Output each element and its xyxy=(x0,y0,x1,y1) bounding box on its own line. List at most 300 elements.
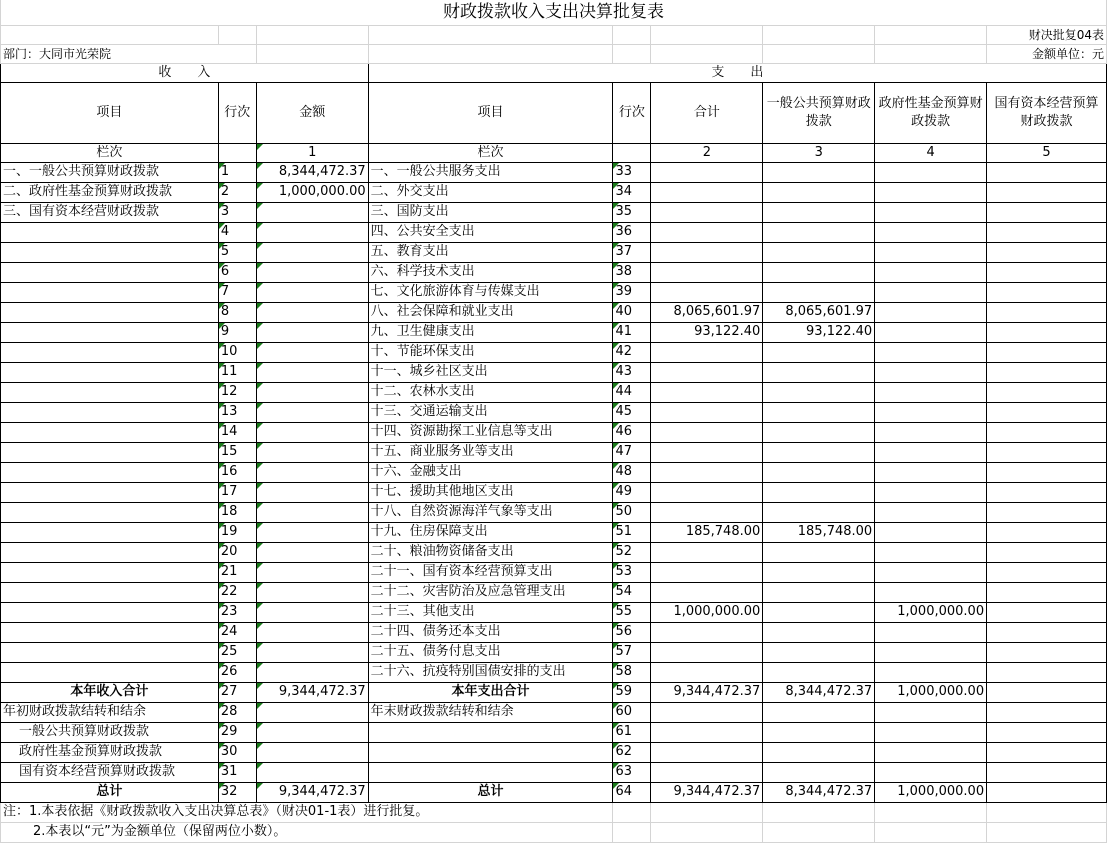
blank-cell[interactable] xyxy=(613,143,651,162)
expense-total-cell[interactable] xyxy=(651,542,763,562)
income-item-cell[interactable] xyxy=(1,642,219,662)
expense-item-cell[interactable]: 二十一、国有资本经营预算支出 xyxy=(368,562,613,582)
income-item-cell[interactable] xyxy=(1,382,219,402)
state-capital-cell[interactable] xyxy=(987,342,1107,362)
income-item-cell[interactable] xyxy=(1,542,219,562)
gov-fund-cell[interactable] xyxy=(875,442,987,462)
state-capital-cell[interactable] xyxy=(987,742,1107,762)
expense-line-cell[interactable]: 59 xyxy=(613,682,651,702)
income-item-cell[interactable]: 政府性基金预算财政拨款 xyxy=(1,742,219,762)
income-amount-cell[interactable] xyxy=(256,482,368,502)
blank-cell[interactable] xyxy=(651,25,763,44)
expense-line-cell[interactable]: 64 xyxy=(613,782,651,802)
income-total-label[interactable]: 总计 xyxy=(1,782,219,802)
state-capital-cell[interactable] xyxy=(987,402,1107,422)
expense-line-cell[interactable]: 42 xyxy=(613,342,651,362)
gov-fund-cell[interactable] xyxy=(875,322,987,342)
income-item-cell[interactable] xyxy=(1,282,219,302)
general-budget-cell[interactable] xyxy=(763,742,875,762)
income-line-cell[interactable]: 2 xyxy=(218,182,256,202)
income-amount-cell[interactable] xyxy=(256,622,368,642)
income-line-cell[interactable]: 20 xyxy=(218,542,256,562)
general-budget-cell[interactable] xyxy=(763,262,875,282)
general-budget-cell[interactable]: 8,344,472.37 xyxy=(763,682,875,702)
income-line-cell[interactable]: 18 xyxy=(218,502,256,522)
income-line-cell[interactable]: 24 xyxy=(218,622,256,642)
form-code[interactable]: 财决批复04表 xyxy=(987,25,1107,44)
state-capital-cell[interactable] xyxy=(987,682,1107,702)
expense-total-cell[interactable] xyxy=(651,502,763,522)
state-capital-cell[interactable] xyxy=(987,462,1107,482)
blank-cell[interactable] xyxy=(368,44,613,63)
state-capital-cell[interactable] xyxy=(987,782,1107,802)
general-budget-cell[interactable]: 8,065,601.97 xyxy=(763,302,875,322)
income-line-cell[interactable]: 23 xyxy=(218,602,256,622)
blank-cell[interactable] xyxy=(613,802,651,822)
expense-item-cell[interactable]: 三、国防支出 xyxy=(368,202,613,222)
state-capital-cell[interactable] xyxy=(987,582,1107,602)
state-capital-cell[interactable] xyxy=(987,662,1107,682)
expense-line-cell[interactable]: 58 xyxy=(613,662,651,682)
gov-fund-cell[interactable] xyxy=(875,482,987,502)
general-budget-cell[interactable] xyxy=(763,662,875,682)
income-amount-cell[interactable] xyxy=(256,702,368,722)
income-item-header[interactable]: 项目 xyxy=(1,82,219,143)
expense-total-cell[interactable]: 9,344,472.37 xyxy=(651,782,763,802)
general-budget-cell[interactable] xyxy=(763,462,875,482)
gov-fund-cell[interactable] xyxy=(875,642,987,662)
income-amount-cell[interactable] xyxy=(256,462,368,482)
expense-line-cell[interactable]: 36 xyxy=(613,222,651,242)
expense-line-cell[interactable]: 39 xyxy=(613,282,651,302)
income-amount-cell[interactable] xyxy=(256,502,368,522)
expense-total-cell[interactable] xyxy=(651,562,763,582)
income-line-cell[interactable]: 1 xyxy=(218,162,256,182)
expense-item-cell[interactable] xyxy=(368,742,613,762)
expense-line-cell[interactable]: 57 xyxy=(613,642,651,662)
expense-line-cell[interactable]: 55 xyxy=(613,602,651,622)
expense-total-cell[interactable] xyxy=(651,482,763,502)
income-item-cell[interactable]: 二、政府性基金预算财政拨款 xyxy=(1,182,219,202)
gov-fund-cell[interactable]: 1,000,000.00 xyxy=(875,782,987,802)
expense-item-cell[interactable]: 十一、城乡社区支出 xyxy=(368,362,613,382)
income-amount-cell[interactable] xyxy=(256,602,368,622)
expense-item-cell[interactable]: 八、社会保障和就业支出 xyxy=(368,302,613,322)
expense-line-cell[interactable]: 50 xyxy=(613,502,651,522)
income-item-cell[interactable] xyxy=(1,242,219,262)
expense-total-cell[interactable] xyxy=(651,222,763,242)
general-budget-cell[interactable] xyxy=(763,602,875,622)
col-index-label[interactable]: 栏次 xyxy=(368,143,613,162)
expense-item-cell[interactable]: 十二、农林水支出 xyxy=(368,382,613,402)
income-line-cell[interactable]: 9 xyxy=(218,322,256,342)
state-capital-cell[interactable] xyxy=(987,702,1107,722)
general-budget-cell[interactable] xyxy=(763,702,875,722)
blank-cell[interactable] xyxy=(763,822,875,842)
gov-fund-cell[interactable] xyxy=(875,722,987,742)
income-line-cell[interactable]: 26 xyxy=(218,662,256,682)
col-index-label[interactable]: 栏次 xyxy=(1,143,219,162)
income-item-cell[interactable] xyxy=(1,222,219,242)
income-amount-cell[interactable] xyxy=(256,742,368,762)
expense-total-cell[interactable] xyxy=(651,202,763,222)
general-budget-cell[interactable] xyxy=(763,502,875,522)
income-line-cell[interactable]: 19 xyxy=(218,522,256,542)
expense-item-cell[interactable]: 年末财政拨款结转和结余 xyxy=(368,702,613,722)
state-capital-cell[interactable] xyxy=(987,622,1107,642)
income-item-cell[interactable]: 年初财政拨款结转和结余 xyxy=(1,702,219,722)
income-item-cell[interactable] xyxy=(1,622,219,642)
expense-line-cell[interactable]: 38 xyxy=(613,262,651,282)
income-item-cell[interactable]: 一、一般公共预算财政拨款 xyxy=(1,162,219,182)
income-total-label[interactable]: 本年收入合计 xyxy=(1,682,219,702)
expense-total-cell[interactable] xyxy=(651,162,763,182)
income-header[interactable]: 收 入 xyxy=(1,63,369,82)
state-capital-cell[interactable] xyxy=(987,362,1107,382)
state-capital-cell[interactable] xyxy=(987,202,1107,222)
expense-item-cell[interactable]: 五、教育支出 xyxy=(368,242,613,262)
blank-cell[interactable] xyxy=(368,25,613,44)
income-item-cell[interactable] xyxy=(1,662,219,682)
expense-line-cell[interactable]: 35 xyxy=(613,202,651,222)
gov-fund-cell[interactable] xyxy=(875,462,987,482)
blank-cell[interactable] xyxy=(256,44,368,63)
note-2[interactable]: 2.本表以“元”为金额单位（保留两位小数）。 xyxy=(1,822,613,842)
blank-cell[interactable] xyxy=(875,822,987,842)
income-amount-cell[interactable] xyxy=(256,362,368,382)
income-line-cell[interactable]: 29 xyxy=(218,722,256,742)
general-budget-cell[interactable] xyxy=(763,442,875,462)
expense-line-header[interactable]: 行次 xyxy=(613,82,651,143)
income-line-cell[interactable]: 31 xyxy=(218,762,256,782)
general-budget-cell[interactable] xyxy=(763,422,875,442)
expense-line-cell[interactable]: 33 xyxy=(613,162,651,182)
expense-total-cell[interactable]: 185,748.00 xyxy=(651,522,763,542)
blank-cell[interactable] xyxy=(256,25,368,44)
gov-fund-cell[interactable] xyxy=(875,202,987,222)
blank-cell[interactable] xyxy=(987,802,1107,822)
general-budget-cell[interactable] xyxy=(763,382,875,402)
general-budget-cell[interactable] xyxy=(763,542,875,562)
state-capital-cell[interactable] xyxy=(987,162,1107,182)
income-item-cell[interactable] xyxy=(1,322,219,342)
state-capital-cell[interactable] xyxy=(987,382,1107,402)
income-line-cell[interactable]: 7 xyxy=(218,282,256,302)
expense-item-cell[interactable]: 二十二、灾害防治及应急管理支出 xyxy=(368,582,613,602)
state-capital-cell[interactable] xyxy=(987,242,1107,262)
expense-line-cell[interactable]: 62 xyxy=(613,742,651,762)
income-item-cell[interactable] xyxy=(1,482,219,502)
income-amount-cell[interactable] xyxy=(256,662,368,682)
gov-fund-cell[interactable] xyxy=(875,362,987,382)
expense-line-cell[interactable]: 49 xyxy=(613,482,651,502)
expense-line-cell[interactable]: 51 xyxy=(613,522,651,542)
general-budget-cell[interactable]: 8,344,472.37 xyxy=(763,782,875,802)
expense-total-cell[interactable] xyxy=(651,582,763,602)
income-amount-cell[interactable] xyxy=(256,542,368,562)
income-item-cell[interactable] xyxy=(1,462,219,482)
state-capital-cell[interactable] xyxy=(987,322,1107,342)
expense-total-cell[interactable] xyxy=(651,422,763,442)
expense-item-cell[interactable]: 十三、交通运输支出 xyxy=(368,402,613,422)
state-capital-cell[interactable] xyxy=(987,282,1107,302)
income-amount-cell[interactable] xyxy=(256,422,368,442)
gov-fund-cell[interactable]: 1,000,000.00 xyxy=(875,602,987,622)
gov-fund-cell[interactable] xyxy=(875,562,987,582)
general-budget-cell[interactable] xyxy=(763,622,875,642)
expense-total-cell[interactable] xyxy=(651,722,763,742)
expense-item-cell[interactable]: 七、文化旅游体育与传媒支出 xyxy=(368,282,613,302)
state-capital-cell[interactable] xyxy=(987,182,1107,202)
income-amount-cell[interactable] xyxy=(256,302,368,322)
blank-cell[interactable] xyxy=(1,25,219,44)
general-budget-cell[interactable] xyxy=(763,642,875,662)
blank-cell[interactable] xyxy=(763,44,875,63)
gov-fund-cell[interactable] xyxy=(875,502,987,522)
income-amount-cell[interactable] xyxy=(256,402,368,422)
income-item-cell[interactable] xyxy=(1,422,219,442)
income-amount-cell[interactable] xyxy=(256,262,368,282)
expense-total-cell[interactable] xyxy=(651,342,763,362)
expense-item-cell[interactable]: 二十四、债务还本支出 xyxy=(368,622,613,642)
income-item-cell[interactable] xyxy=(1,582,219,602)
gov-fund-cell[interactable] xyxy=(875,742,987,762)
expense-line-cell[interactable]: 37 xyxy=(613,242,651,262)
general-budget-cell[interactable] xyxy=(763,222,875,242)
income-item-cell[interactable] xyxy=(1,442,219,462)
income-line-cell[interactable]: 4 xyxy=(218,222,256,242)
general-budget-cell[interactable] xyxy=(763,182,875,202)
income-item-cell[interactable]: 一般公共预算财政拨款 xyxy=(1,722,219,742)
general-budget-cell[interactable] xyxy=(763,282,875,302)
general-budget-cell[interactable] xyxy=(763,482,875,502)
income-item-cell[interactable] xyxy=(1,262,219,282)
expense-item-cell[interactable]: 四、公共安全支出 xyxy=(368,222,613,242)
expense-item-cell[interactable]: 六、科学技术支出 xyxy=(368,262,613,282)
expense-total-cell[interactable]: 8,065,601.97 xyxy=(651,302,763,322)
state-capital-cell[interactable] xyxy=(987,542,1107,562)
expense-item-cell[interactable]: 二十六、抗疫特别国债安排的支出 xyxy=(368,662,613,682)
income-amount-cell[interactable] xyxy=(256,722,368,742)
state-capital-cell[interactable] xyxy=(987,222,1107,242)
blank-cell[interactable] xyxy=(987,822,1107,842)
state-capital-cell[interactable] xyxy=(987,562,1107,582)
expense-line-cell[interactable]: 46 xyxy=(613,422,651,442)
income-line-cell[interactable]: 17 xyxy=(218,482,256,502)
expense-total-cell[interactable]: 9,344,472.37 xyxy=(651,682,763,702)
income-amount-cell[interactable] xyxy=(256,322,368,342)
general-budget-cell[interactable] xyxy=(763,162,875,182)
expense-total-cell[interactable] xyxy=(651,762,763,782)
expense-line-cell[interactable]: 40 xyxy=(613,302,651,322)
income-item-cell[interactable]: 国有资本经营预算财政拨款 xyxy=(1,762,219,782)
general-budget-cell[interactable] xyxy=(763,362,875,382)
expense-total-cell[interactable] xyxy=(651,362,763,382)
gov-fund-cell[interactable] xyxy=(875,162,987,182)
income-item-cell[interactable] xyxy=(1,342,219,362)
income-total-amount[interactable]: 9,344,472.37 xyxy=(256,782,368,802)
gov-fund-cell[interactable]: 1,000,000.00 xyxy=(875,682,987,702)
gov-fund-cell[interactable] xyxy=(875,622,987,642)
expense-line-cell[interactable]: 60 xyxy=(613,702,651,722)
expense-line-cell[interactable]: 61 xyxy=(613,722,651,742)
income-line-cell[interactable]: 13 xyxy=(218,402,256,422)
gov-fund-cell[interactable] xyxy=(875,222,987,242)
expense-item-header[interactable]: 项目 xyxy=(368,82,613,143)
expense-item-cell[interactable] xyxy=(368,722,613,742)
state-capital-cell[interactable] xyxy=(987,482,1107,502)
general-budget-cell[interactable] xyxy=(763,562,875,582)
general-budget-cell[interactable] xyxy=(763,722,875,742)
expense-item-cell[interactable]: 一、一般公共服务支出 xyxy=(368,162,613,182)
income-amount-cell[interactable] xyxy=(256,382,368,402)
state-capital-cell[interactable] xyxy=(987,262,1107,282)
expense-item-cell[interactable] xyxy=(368,762,613,782)
income-amount-cell[interactable] xyxy=(256,342,368,362)
income-line-cell[interactable]: 10 xyxy=(218,342,256,362)
unit-label[interactable]: 金额单位：元 xyxy=(987,44,1107,63)
expense-item-cell[interactable]: 二十五、债务付息支出 xyxy=(368,642,613,662)
expense-item-cell[interactable]: 二十三、其他支出 xyxy=(368,602,613,622)
expense-header[interactable]: 支 出 xyxy=(368,63,1106,82)
state-capital-cell[interactable] xyxy=(987,642,1107,662)
expense-total-label[interactable]: 总计 xyxy=(368,782,613,802)
expense-item-cell[interactable]: 十五、商业服务业等支出 xyxy=(368,442,613,462)
income-item-cell[interactable] xyxy=(1,502,219,522)
expense-line-cell[interactable]: 52 xyxy=(613,542,651,562)
state-capital-cell[interactable] xyxy=(987,502,1107,522)
income-amount-cell[interactable]: 8,344,472.37 xyxy=(256,162,368,182)
expense-total-header[interactable]: 合计 xyxy=(651,82,763,143)
blank-cell[interactable] xyxy=(651,802,763,822)
note-1[interactable]: 注：1.本表依据《财政拨款收入支出决算总表》（财决01-1表）进行批复。 xyxy=(1,802,613,822)
blank-cell[interactable] xyxy=(651,822,763,842)
general-budget-cell[interactable] xyxy=(763,762,875,782)
income-line-cell[interactable]: 16 xyxy=(218,462,256,482)
expense-item-cell[interactable]: 九、卫生健康支出 xyxy=(368,322,613,342)
general-budget-cell[interactable]: 185,748.00 xyxy=(763,522,875,542)
gov-fund-cell[interactable] xyxy=(875,342,987,362)
gov-fund-cell[interactable] xyxy=(875,302,987,322)
expense-line-cell[interactable]: 41 xyxy=(613,322,651,342)
income-item-cell[interactable] xyxy=(1,522,219,542)
general-budget-header[interactable]: 一般公共预算财政拨款 xyxy=(763,82,875,143)
blank-cell[interactable] xyxy=(763,802,875,822)
income-line-cell[interactable]: 28 xyxy=(218,702,256,722)
income-amount-cell[interactable] xyxy=(256,242,368,262)
expense-line-cell[interactable]: 48 xyxy=(613,462,651,482)
expense-line-cell[interactable]: 63 xyxy=(613,762,651,782)
expense-line-cell[interactable]: 45 xyxy=(613,402,651,422)
department-label[interactable]: 部门：大同市光荣院 xyxy=(1,44,257,63)
expense-total-cell[interactable] xyxy=(651,182,763,202)
income-amount-cell[interactable]: 1,000,000.00 xyxy=(256,182,368,202)
income-line-cell[interactable]: 8 xyxy=(218,302,256,322)
gov-fund-cell[interactable] xyxy=(875,382,987,402)
expense-total-cell[interactable] xyxy=(651,282,763,302)
income-item-cell[interactable] xyxy=(1,602,219,622)
income-line-cell[interactable]: 11 xyxy=(218,362,256,382)
expense-item-cell[interactable]: 十、节能环保支出 xyxy=(368,342,613,362)
expense-line-cell[interactable]: 44 xyxy=(613,382,651,402)
blank-cell[interactable] xyxy=(875,802,987,822)
general-budget-cell[interactable] xyxy=(763,582,875,602)
income-amount-cell[interactable] xyxy=(256,762,368,782)
income-line-cell[interactable]: 12 xyxy=(218,382,256,402)
state-capital-header[interactable]: 国有资本经营预算财政拨款 xyxy=(987,82,1107,143)
income-line-cell[interactable]: 21 xyxy=(218,562,256,582)
expense-item-cell[interactable]: 二、外交支出 xyxy=(368,182,613,202)
income-item-cell[interactable] xyxy=(1,362,219,382)
state-capital-cell[interactable] xyxy=(987,302,1107,322)
gov-fund-cell[interactable] xyxy=(875,402,987,422)
income-line-cell[interactable]: 3 xyxy=(218,202,256,222)
gov-fund-cell[interactable] xyxy=(875,522,987,542)
gov-fund-cell[interactable] xyxy=(875,282,987,302)
income-amount-cell[interactable] xyxy=(256,442,368,462)
income-line-cell[interactable]: 32 xyxy=(218,782,256,802)
expense-total-cell[interactable] xyxy=(651,662,763,682)
expense-item-cell[interactable]: 十九、住房保障支出 xyxy=(368,522,613,542)
expense-line-cell[interactable]: 47 xyxy=(613,442,651,462)
income-line-cell[interactable]: 30 xyxy=(218,742,256,762)
expense-line-cell[interactable]: 54 xyxy=(613,582,651,602)
state-capital-cell[interactable] xyxy=(987,762,1107,782)
income-line-cell[interactable]: 25 xyxy=(218,642,256,662)
expense-total-label[interactable]: 本年支出合计 xyxy=(368,682,613,702)
expense-line-cell[interactable]: 34 xyxy=(613,182,651,202)
gov-fund-cell[interactable] xyxy=(875,262,987,282)
general-budget-cell[interactable] xyxy=(763,202,875,222)
col-index-2[interactable]: 2 xyxy=(651,143,763,162)
blank-cell[interactable] xyxy=(651,44,763,63)
blank-cell[interactable] xyxy=(613,44,651,63)
general-budget-cell[interactable] xyxy=(763,402,875,422)
col-index-3[interactable]: 3 xyxy=(763,143,875,162)
expense-total-cell[interactable]: 93,122.40 xyxy=(651,322,763,342)
gov-fund-cell[interactable] xyxy=(875,662,987,682)
expense-line-cell[interactable]: 56 xyxy=(613,622,651,642)
blank-cell[interactable] xyxy=(218,143,256,162)
expense-line-cell[interactable]: 43 xyxy=(613,362,651,382)
general-budget-cell[interactable] xyxy=(763,242,875,262)
blank-cell[interactable] xyxy=(613,822,651,842)
expense-total-cell[interactable] xyxy=(651,402,763,422)
gov-fund-cell[interactable] xyxy=(875,422,987,442)
income-amount-cell[interactable] xyxy=(256,642,368,662)
expense-item-cell[interactable]: 二十、粮油物资储备支出 xyxy=(368,542,613,562)
blank-cell[interactable] xyxy=(763,25,875,44)
expense-total-cell[interactable] xyxy=(651,642,763,662)
expense-total-cell[interactable] xyxy=(651,382,763,402)
expense-total-cell[interactable] xyxy=(651,242,763,262)
col-index-1[interactable]: 1 xyxy=(256,143,368,162)
income-amount-cell[interactable] xyxy=(256,582,368,602)
expense-total-cell[interactable] xyxy=(651,462,763,482)
expense-item-cell[interactable]: 十七、援助其他地区支出 xyxy=(368,482,613,502)
state-capital-cell[interactable] xyxy=(987,602,1107,622)
income-item-cell[interactable] xyxy=(1,302,219,322)
blank-cell[interactable] xyxy=(613,25,651,44)
income-item-cell[interactable] xyxy=(1,562,219,582)
gov-fund-cell[interactable] xyxy=(875,242,987,262)
expense-total-cell[interactable] xyxy=(651,262,763,282)
expense-item-cell[interactable]: 十六、金融支出 xyxy=(368,462,613,482)
income-line-header[interactable]: 行次 xyxy=(218,82,256,143)
expense-line-cell[interactable]: 53 xyxy=(613,562,651,582)
expense-total-cell[interactable]: 1,000,000.00 xyxy=(651,602,763,622)
income-line-cell[interactable]: 5 xyxy=(218,242,256,262)
